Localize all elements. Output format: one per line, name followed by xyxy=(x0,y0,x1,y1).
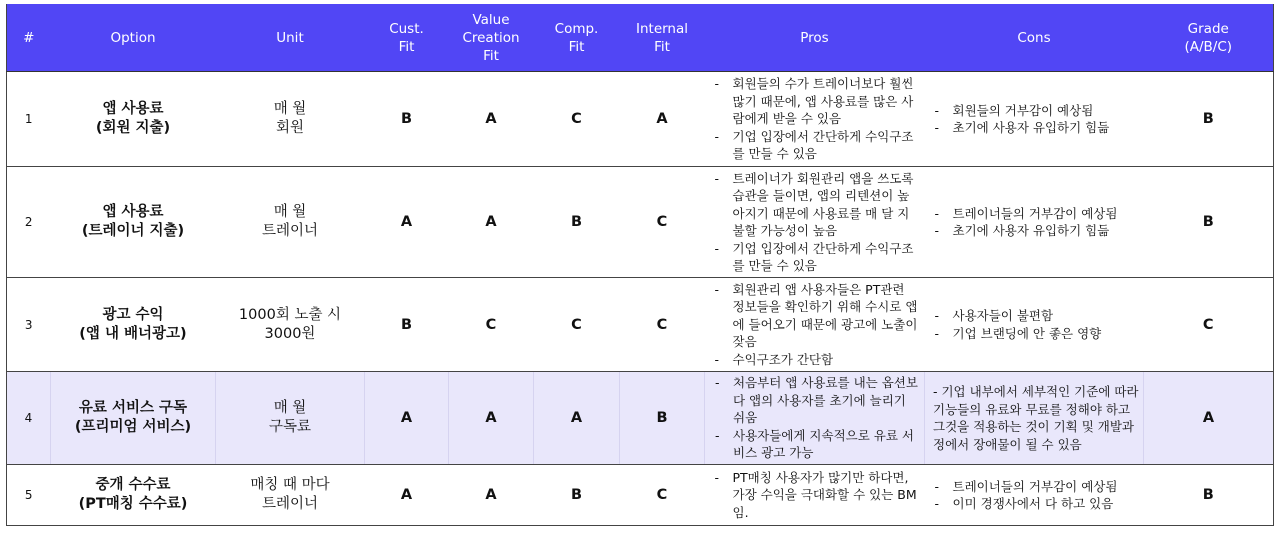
cons-item: - 초기에 사용자 유입하기 힘듦 xyxy=(929,119,1140,137)
internal-fit-cell: C xyxy=(620,465,705,526)
unit-line: 매 월 xyxy=(273,204,307,220)
pros-cell xyxy=(705,278,925,372)
cons-cell xyxy=(925,465,1144,526)
cons-item: - 기업 브랜딩에 안 좋은 영향 xyxy=(929,325,1140,343)
option-line: 광고 수익 xyxy=(102,306,164,323)
cons-cell xyxy=(925,72,1144,167)
pros-cell xyxy=(705,167,925,278)
col-grade-header: Grade (A/B/C) xyxy=(1144,4,1274,72)
pros-list xyxy=(709,281,921,369)
unit-line: 구독료 xyxy=(268,419,312,435)
option-cell xyxy=(51,372,216,465)
pros-list xyxy=(709,170,921,275)
option-line: 유료 서비스 구독 xyxy=(78,400,188,416)
table-row xyxy=(7,465,1274,526)
pros-item: - 처음부터 앱 사용료를 내는 옵션보다 앱의 사용자를 초기에 늘리기 쉬움 xyxy=(709,374,920,427)
table-row xyxy=(7,278,1274,372)
cons-item: - 사용자들이 불편함 xyxy=(929,307,1140,325)
comp-fit-cell: B xyxy=(534,167,620,278)
pros-item: - 사용자들에게 지속적으로 유료 서비스 광고 가능 xyxy=(709,427,920,462)
cust-fit-cell: A xyxy=(365,167,449,278)
value-fit-cell: C xyxy=(449,278,534,372)
unit-line: 3000원 xyxy=(264,325,316,342)
row-number: 5 xyxy=(7,465,51,526)
unit-cell xyxy=(216,465,365,526)
grade-cell: B xyxy=(1144,167,1274,278)
comp-fit-cell: A xyxy=(534,372,620,465)
value-fit-cell: A xyxy=(449,465,534,526)
cons-cell xyxy=(925,278,1144,372)
cons-list xyxy=(929,478,1140,513)
internal-fit-cell: B xyxy=(620,372,705,465)
pros-item: - 트레이너가 회원관리 앱을 쓰도록 습관을 들이면, 앱의 리텐션이 높아지기 때문에 사용료를 매 달 지불할 가능성이 높음 xyxy=(709,170,921,240)
option-cell xyxy=(51,72,216,167)
unit-cell xyxy=(216,72,365,167)
grade-cell: B xyxy=(1144,72,1274,167)
unit-line: 트레이너 xyxy=(261,496,319,512)
value-fit-cell: A xyxy=(449,372,534,465)
table-row xyxy=(7,372,1274,465)
unit-line: 매 월 xyxy=(273,101,307,117)
pros-item: - 수익구조가 간단함 xyxy=(709,351,921,369)
option-line: 앱 사용료 xyxy=(102,204,164,220)
unit-line: 매 월 xyxy=(273,400,307,416)
unit-cell xyxy=(216,372,365,465)
table-row xyxy=(7,72,1274,167)
col-number-header: # xyxy=(7,4,51,72)
pros-cell xyxy=(705,372,925,465)
unit-line: 1000회 노출 시 xyxy=(238,306,342,323)
option-line: 중개 수수료 xyxy=(95,477,171,493)
cons-list xyxy=(929,307,1140,342)
pros-cell xyxy=(705,465,925,526)
unit-line: 매칭 때 마다 xyxy=(250,477,330,493)
pros-list xyxy=(709,469,921,522)
cons-cell: - 기업 내부에서 세부적인 기준에 따라 기능들의 유료와 무료를 정해야 하고 그것을 적용하는 것이 기획 및 개발과정에서 장애물이 될 수 있음 xyxy=(925,372,1144,465)
col-option-header: Option xyxy=(51,4,216,72)
grade-cell: C xyxy=(1144,278,1274,372)
col-unit-header: Unit xyxy=(216,4,365,72)
cons-list xyxy=(929,205,1140,240)
internal-fit-cell: C xyxy=(620,167,705,278)
value-fit-cell: A xyxy=(449,167,534,278)
cons-cell xyxy=(925,167,1144,278)
option-cell xyxy=(51,167,216,278)
row-number: 1 xyxy=(7,72,51,167)
comp-fit-cell: C xyxy=(534,278,620,372)
cust-fit-cell: A xyxy=(365,372,449,465)
cons-item: - 이미 경쟁사에서 다 하고 있음 xyxy=(929,495,1140,513)
value-fit-cell: A xyxy=(449,72,534,167)
cons-item: - 초기에 사용자 유입하기 힘듦 xyxy=(929,222,1140,240)
option-line: (PT매칭 수수료) xyxy=(78,496,188,512)
pros-list xyxy=(709,75,921,163)
option-cell xyxy=(51,278,216,372)
pros-item: - 기업 입장에서 간단하게 수익구조를 만들 수 있음 xyxy=(709,240,921,275)
unit-cell xyxy=(216,278,365,372)
option-line: (회원 지출) xyxy=(95,120,171,136)
pros-item: - PT매칭 사용자가 많기만 하다면, 가장 수익을 극대화할 수 있는 BM임. xyxy=(709,469,921,522)
unit-cell xyxy=(216,167,365,278)
cons-item: - 트레이너들의 거부감이 예상됨 xyxy=(929,478,1140,496)
comp-fit-cell: B xyxy=(534,465,620,526)
comp-fit-cell: C xyxy=(534,72,620,167)
unit-line: 회원 xyxy=(275,120,304,136)
cons-item: - 트레이너들의 거부감이 예상됨 xyxy=(929,205,1140,223)
cons-item: - 회원들의 거부감이 예상됨 xyxy=(929,102,1140,120)
col-cust-fit-header: Cust. Fit xyxy=(365,4,449,72)
option-cell xyxy=(51,465,216,526)
col-cons-header: Cons xyxy=(925,4,1144,72)
col-internal-fit-header: Internal Fit xyxy=(620,4,705,72)
col-pros-header: Pros xyxy=(705,4,925,72)
table-row xyxy=(7,167,1274,278)
option-line: (트레이너 지출) xyxy=(81,223,185,239)
pros-list xyxy=(709,374,920,462)
header-row xyxy=(7,4,1274,72)
pros-item: - 회원들의 수가 트레이너보다 훨씬 많기 때문에, 앱 사용료를 많은 사람에게 받을 수 있음 xyxy=(709,75,921,128)
grade-cell: A xyxy=(1144,372,1274,465)
internal-fit-cell: A xyxy=(620,72,705,167)
col-comp-fit-header: Comp. Fit xyxy=(534,4,620,72)
cons-list xyxy=(929,102,1140,137)
pros-cell xyxy=(705,72,925,167)
col-value-creation-fit-header: Value Creation Fit xyxy=(449,4,534,72)
option-line: 앱 사용료 xyxy=(102,101,164,117)
option-line: (프리미엄 서비스) xyxy=(74,419,192,435)
row-number: 4 xyxy=(7,372,51,465)
option-line: (앱 내 배너광고) xyxy=(79,325,187,342)
unit-line: 트레이너 xyxy=(261,223,319,239)
grade-cell: B xyxy=(1144,465,1274,526)
row-number: 3 xyxy=(7,278,51,372)
cust-fit-cell: B xyxy=(365,72,449,167)
cust-fit-cell: B xyxy=(365,278,449,372)
business-model-table xyxy=(6,4,1274,526)
row-number: 2 xyxy=(7,167,51,278)
cust-fit-cell: A xyxy=(365,465,449,526)
pros-item: - 기업 입장에서 간단하게 수익구조를 만들 수 있음 xyxy=(709,128,921,163)
pros-item: - 회원관리 앱 사용자들은 PT관련 정보들을 확인하기 위해 수시로 앱에 들어오기 때문에 광고에 노출이 잦음 xyxy=(709,281,921,351)
internal-fit-cell: C xyxy=(620,278,705,372)
